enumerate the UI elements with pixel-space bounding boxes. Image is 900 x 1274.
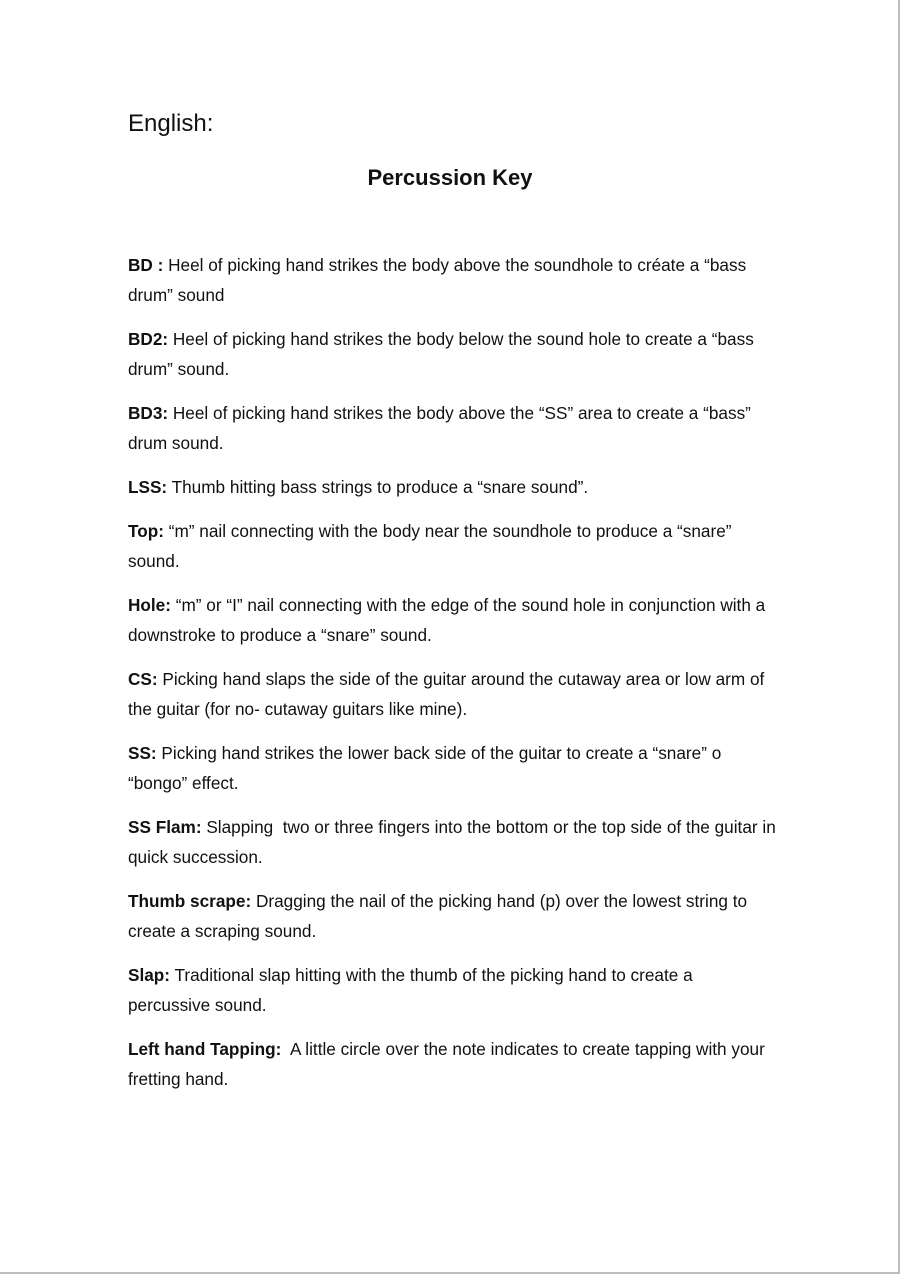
key-entry-bd2	[128, 325, 778, 384]
key-entry-ss-flam	[128, 813, 781, 872]
entry-term: Top:	[128, 521, 164, 542]
entry-description: Thumb hitting bass strings to produce a “snare sound”.	[167, 476, 589, 497]
language-label: English:	[128, 110, 214, 137]
entry-description: Traditional slap hitting with the thumb of the picking hand to create a percussive sound.	[128, 965, 698, 1015]
entry-term: SS Flam:	[128, 817, 202, 838]
entry-term: Thumb scrape:	[128, 891, 252, 912]
entry-term: Hole:	[128, 595, 171, 616]
entry-description: Heel of picking hand strikes the body below the sound hole to create a “bass drum” sound.	[128, 328, 759, 379]
entry-term: BD3:	[128, 402, 169, 423]
entry-term: LSS:	[128, 476, 168, 497]
entry-description: Heel of picking hand strikes the body above the “SS” area to create a “bass” drum sound.	[128, 402, 756, 453]
key-entry-hole	[128, 591, 778, 650]
entry-description: Heel of picking hand strikes the body above the soundhole to créate a “bass drum” sound	[128, 255, 751, 305]
entry-description: Picking hand slaps the side of the guitar around the cutaway area or low arm of the guitar (for no- cutaway guitars like mine).	[128, 669, 770, 719]
entry-description: Dragging the nail of the picking hand (p) over the lowest string to create a scraping sound.	[128, 891, 752, 941]
entry-term: BD :	[128, 255, 164, 275]
entry-term: BD2:	[128, 328, 169, 349]
entry-term: Slap:	[128, 965, 171, 986]
key-entry-thumb-scrape	[128, 887, 778, 946]
key-entry-left-hand-tapping	[128, 1035, 778, 1094]
entry-description: “m” or “I” nail connecting with the edge of the sound hole in conjunction with a downstroke to produce a “snare” sound.	[128, 595, 771, 645]
entry-description: Picking hand strikes the lower back side of the guitar to create a “snare” o “bongo” effect.	[128, 743, 727, 793]
entry-term: CS:	[128, 669, 158, 690]
key-entry-cs	[128, 665, 778, 724]
page-title: Percussion Key	[367, 165, 533, 190]
entry-term: SS:	[128, 743, 157, 764]
percussion-key-list	[128, 251, 781, 1109]
entry-description: Slapping two or three fingers into the bottom or the top side of the guitar in quick succession.	[128, 817, 781, 867]
key-entry-top	[128, 517, 778, 576]
entry-description: A little circle over the note indicates to create tapping with your fretting hand.	[128, 1039, 770, 1089]
entry-term: Left hand Tapping:	[128, 1039, 282, 1060]
key-entry-lss	[128, 473, 778, 503]
key-entry-bd3	[128, 399, 778, 458]
key-entry-ss	[128, 739, 778, 798]
key-entry-slap	[128, 961, 778, 1020]
key-entry-bd	[128, 251, 778, 310]
entry-description: “m” nail connecting with the body near the soundhole to produce a “snare” sound.	[128, 521, 737, 571]
